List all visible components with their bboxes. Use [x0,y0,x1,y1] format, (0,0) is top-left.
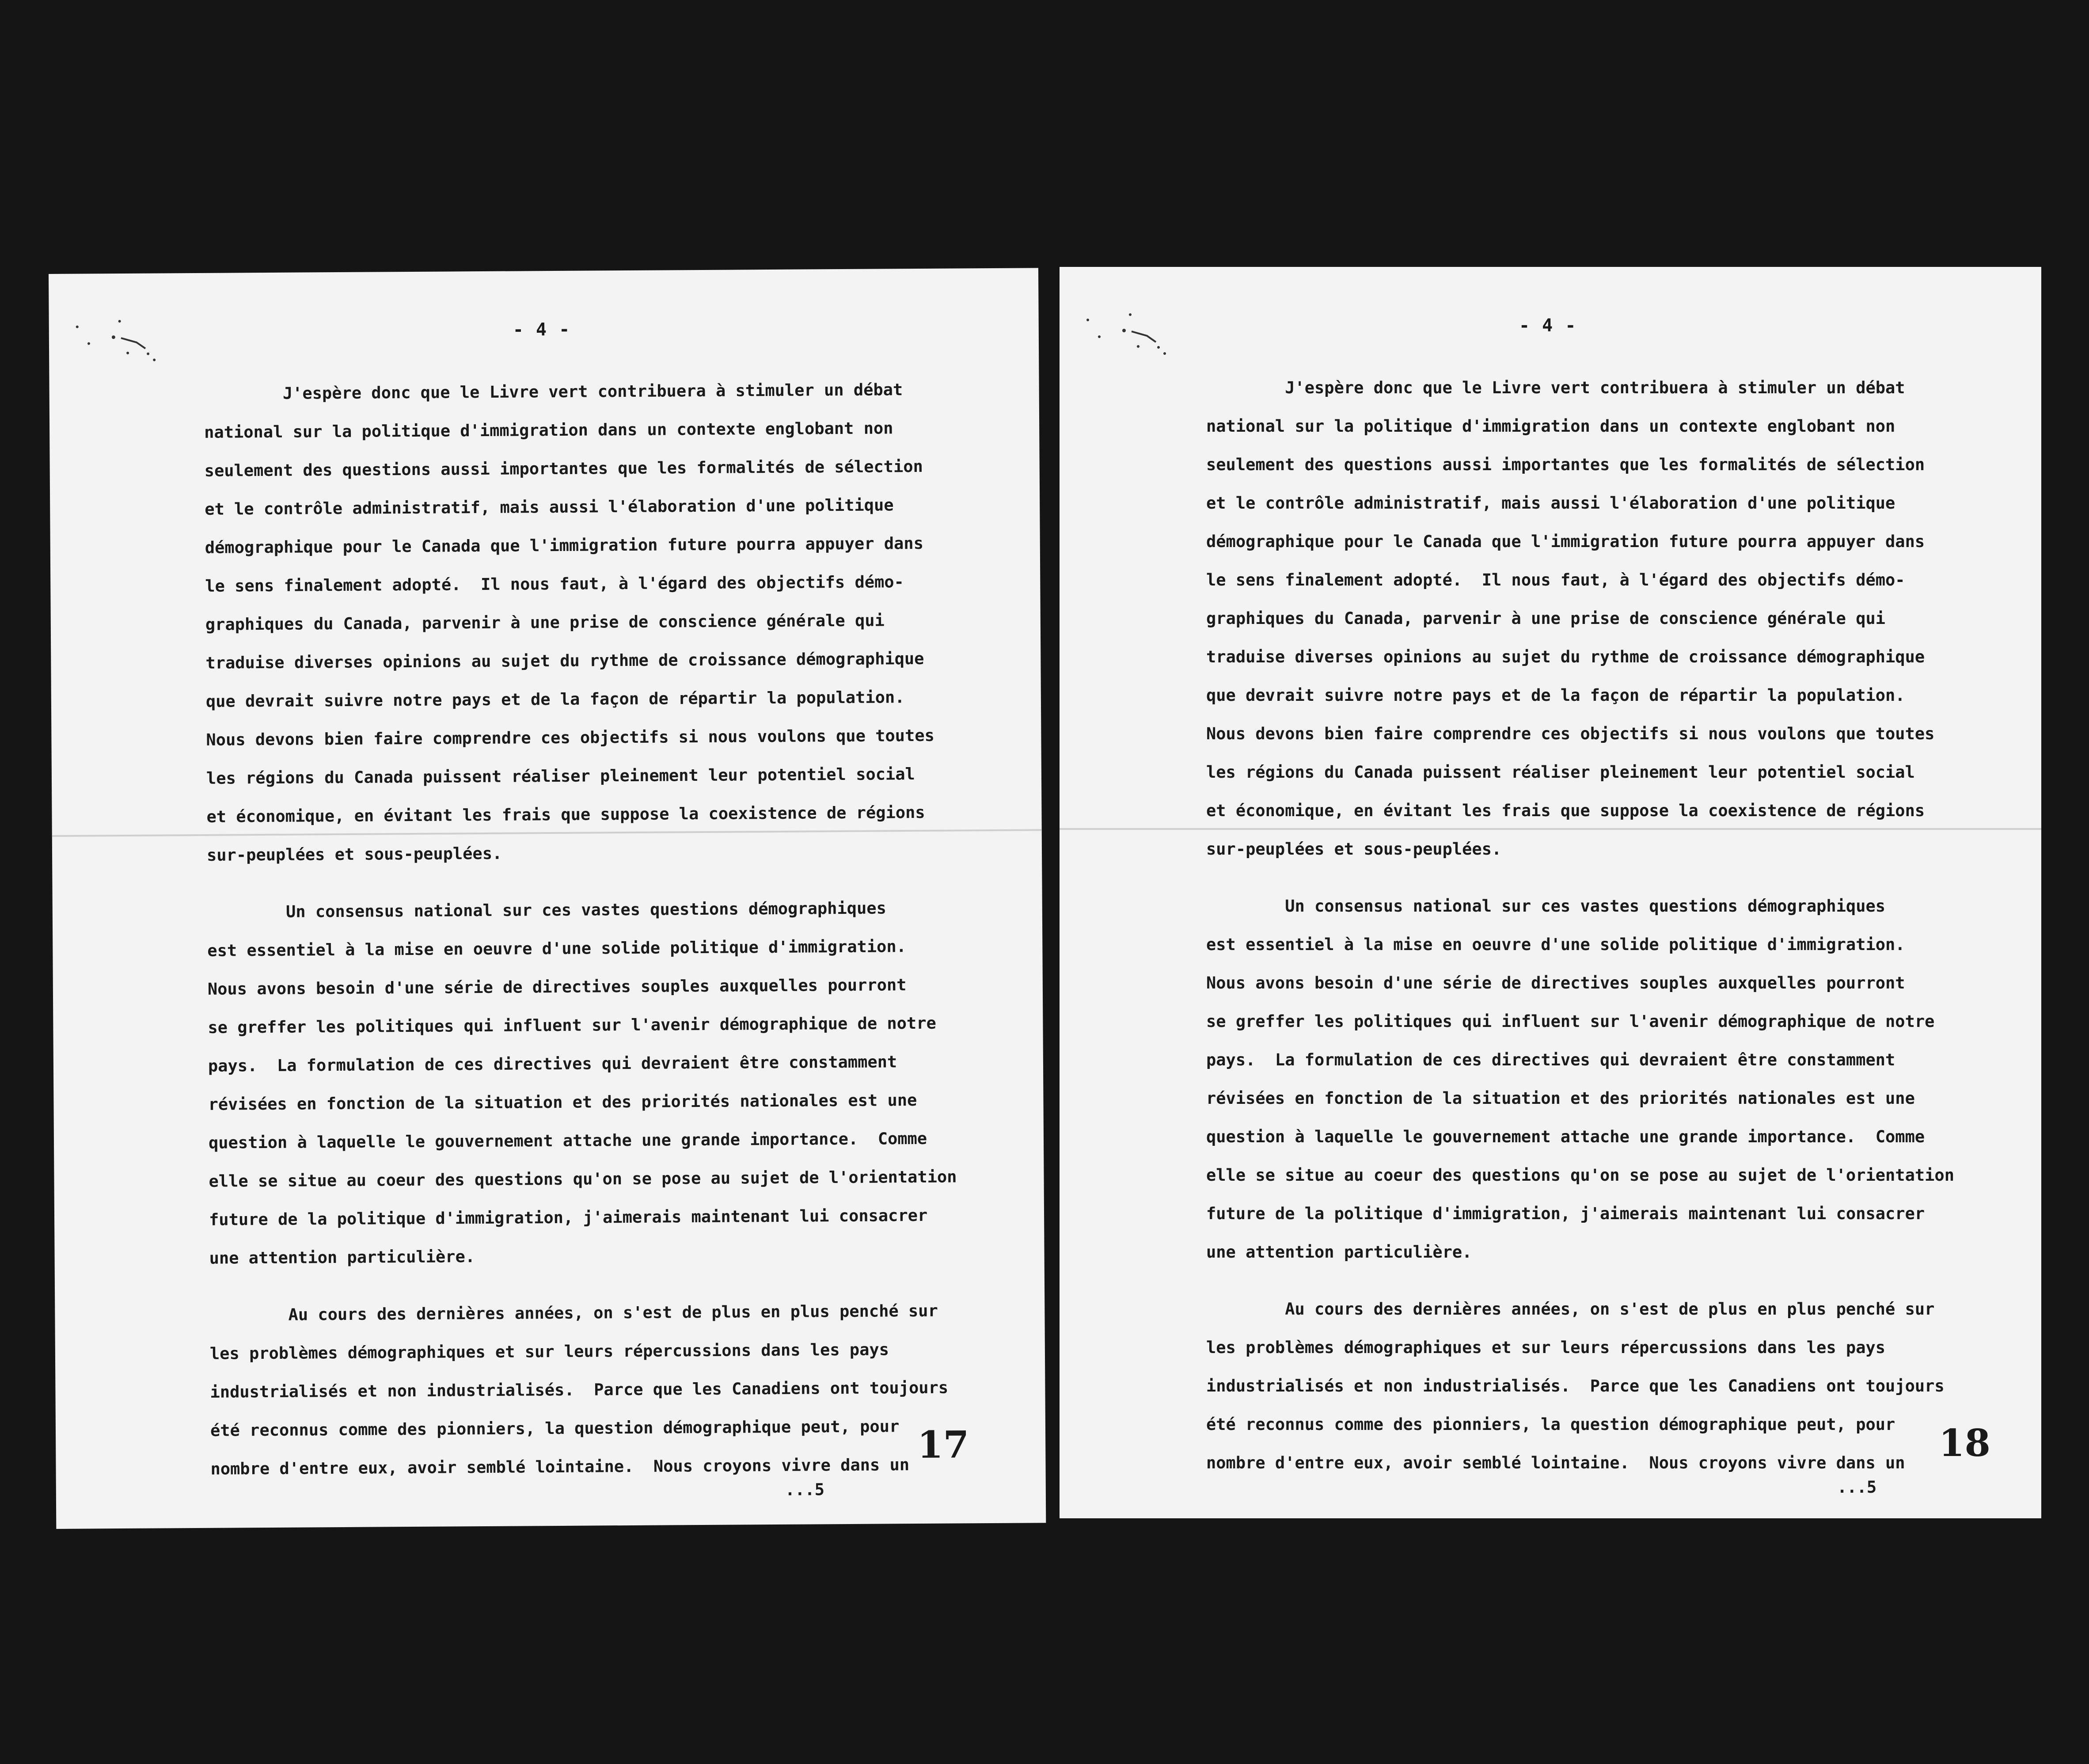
text-line: J'espère donc que le Livre vert contribuera à stimuler un débat [1206,378,1905,397]
text-line: et économique, en évitant les frais que suppose la coexistence de régions [1206,801,1925,820]
text-line: future de la politique d'immigration, j'aimerais maintenant lui consacrer [209,1205,928,1229]
text-line: que devrait suivre notre pays et de la façon de répartir la population. [1206,686,1905,705]
text-line: sur-peuplées et sous-peuplées. [1206,840,1502,859]
frame-number: 17 [917,1422,969,1467]
text-line: est essentiel à la mise en oeuvre d'une solide politique d'immigration. [207,937,907,960]
paragraph [209,1291,980,1488]
text-line: national sur la politique d'immigration dans un contexte englobant non [1206,417,1895,436]
text-line: révisées en fonction de la situation et des priorités nationales est une [1206,1089,1915,1108]
text-line: J'espère donc que le Livre vert contribuera à stimuler un débat [204,380,903,403]
text-line: traduise diverses opinions au sujet du rythme de croissance démographique [205,649,924,673]
text-line: se greffer les politiques qui influent sur l'avenir démographique de notre [208,1013,936,1037]
text-line: sur-peuplées et sous-peuplées. [206,844,502,865]
text-line: industrialisés et non industrialisés. Parce que les Canadiens ont toujours [210,1378,949,1402]
text-line: Nous avons besoin d'une série de directives souples auxquelles pourront [1206,973,1905,992]
text-line: elle se situe au coeur des questions qu'on se pose au sujet de l'orientation [1206,1166,1954,1185]
text-line: se greffer les politiques qui influent sur l'avenir démographique de notre [1206,1012,1935,1031]
text-line: le sens finalement adopté. Il nous faut, à l'égard des objectifs démo- [205,572,904,596]
continuation-marker: ...5 [1837,1478,1877,1497]
text-line: une attention particulière. [1206,1243,1472,1262]
paragraph [204,370,976,874]
document-page-left [49,268,1046,1529]
body-text [1206,369,1975,1501]
paragraph [207,888,978,1277]
text-line: Nous devons bien faire comprendre ces objectifs si nous voulons que toutes [206,726,934,749]
text-line: révisées en fonction de la situation et des priorités nationales est une [208,1091,917,1114]
text-line: future de la politique d'immigration, j'aimerais maintenant lui consacrer [1206,1204,1925,1223]
text-line: industrialisés et non industrialisés. Parce que les Canadiens ont toujours [1206,1376,1945,1395]
text-line: nombre d'entre eux, avoir semblé lointaine. Nous croyons vivre dans un [1206,1453,1905,1472]
text-line: elle se situe au coeur des questions qu'on se pose au sujet de l'orientation [209,1167,957,1191]
text-line: les régions du Canada puissent réaliser pleinement leur potentiel social [1206,763,1915,782]
dust-specks [61,317,177,380]
text-line: est essentiel à la mise en oeuvre d'une solide politique d'immigration. [1206,935,1905,954]
text-line: nombre d'entre eux, avoir semblé lointaine. Nous croyons vivre dans un [210,1455,910,1479]
text-line: seulement des questions aussi importantes que les formalités de sélection [204,456,923,480]
body-text [204,370,980,1507]
text-line: les problèmes démographiques et sur leurs répercussions dans les pays [1206,1338,1886,1357]
text-line: national sur la politique d'immigration dans un contexte englobant non [204,418,893,442]
text-line: Un consensus national sur ces vastes questions démographiques [1206,897,1886,916]
text-line: Nous avons besoin d'une série de directives souples auxquelles pourront [207,975,907,999]
text-line: seulement des questions aussi importantes que les formalités de sélection [1206,455,1925,474]
frame-number: 18 [1939,1421,1990,1465]
page-folio: - 4 - [1519,316,1577,336]
text-line: question à laquelle le gouvernement attache une grande importance. Comme [1206,1127,1925,1146]
text-line: question à laquelle le gouvernement attache une grande importance. Comme [208,1129,927,1152]
text-line: et le contrôle administratif, mais aussi l'élaboration d'une politique [1206,494,1895,513]
text-line: pays. La formulation de ces directives qui devraient être constamment [1206,1050,1895,1069]
paragraph [1206,369,1975,868]
page-folio: - 4 - [513,319,571,340]
text-line: une attention particulière. [209,1247,475,1268]
text-line: pays. La formulation de ces directives qui devraient être constamment [208,1052,897,1076]
dust-specks [1072,311,1187,373]
text-line: les régions du Canada puissent réaliser pleinement leur potentiel social [206,764,915,788]
text-line: et économique, en évitant les frais que suppose la coexistence de régions [206,802,925,826]
text-line: les problèmes démographiques et sur leurs répercussions dans les pays [209,1340,889,1363]
text-line: été reconnus comme des pionniers, la question démographique peut, pour [210,1417,900,1440]
text-line: démographique pour le Canada que l'immigration future pourra appuyer dans [205,533,924,557]
text-line: Au cours des dernières années, on s'est de plus en plus penché sur [209,1301,938,1325]
text-line: que devrait suivre notre pays et de la façon de répartir la population. [205,688,905,711]
text-line: et le contrôle administratif, mais aussi l'élaboration d'une politique [205,495,894,519]
text-line: graphiques du Canada, parvenir à une prise de conscience générale qui [205,611,885,634]
text-line: démographique pour le Canada que l'immigration future pourra appuyer dans [1206,532,1925,551]
text-line: Nous devons bien faire comprendre ces objectifs si nous voulons que toutes [1206,724,1935,743]
text-line: été reconnus comme des pionniers, la question démographique peut, pour [1206,1415,1895,1434]
continuation-marker: ...5 [785,1480,825,1499]
paragraph [1206,1290,1975,1482]
text-line: le sens finalement adopté. Il nous faut, à l'égard des objectifs démo- [1206,570,1905,589]
text-line: graphiques du Canada, parvenir à une prise de conscience générale qui [1206,609,1886,628]
text-line: traduise diverses opinions au sujet du rythme de croissance démographique [1206,647,1925,666]
paragraph [1206,887,1975,1271]
document-page-right [1060,267,2041,1518]
text-line: Un consensus national sur ces vastes questions démographiques [207,898,886,922]
text-line: Au cours des dernières années, on s'est de plus en plus penché sur [1206,1300,1935,1319]
